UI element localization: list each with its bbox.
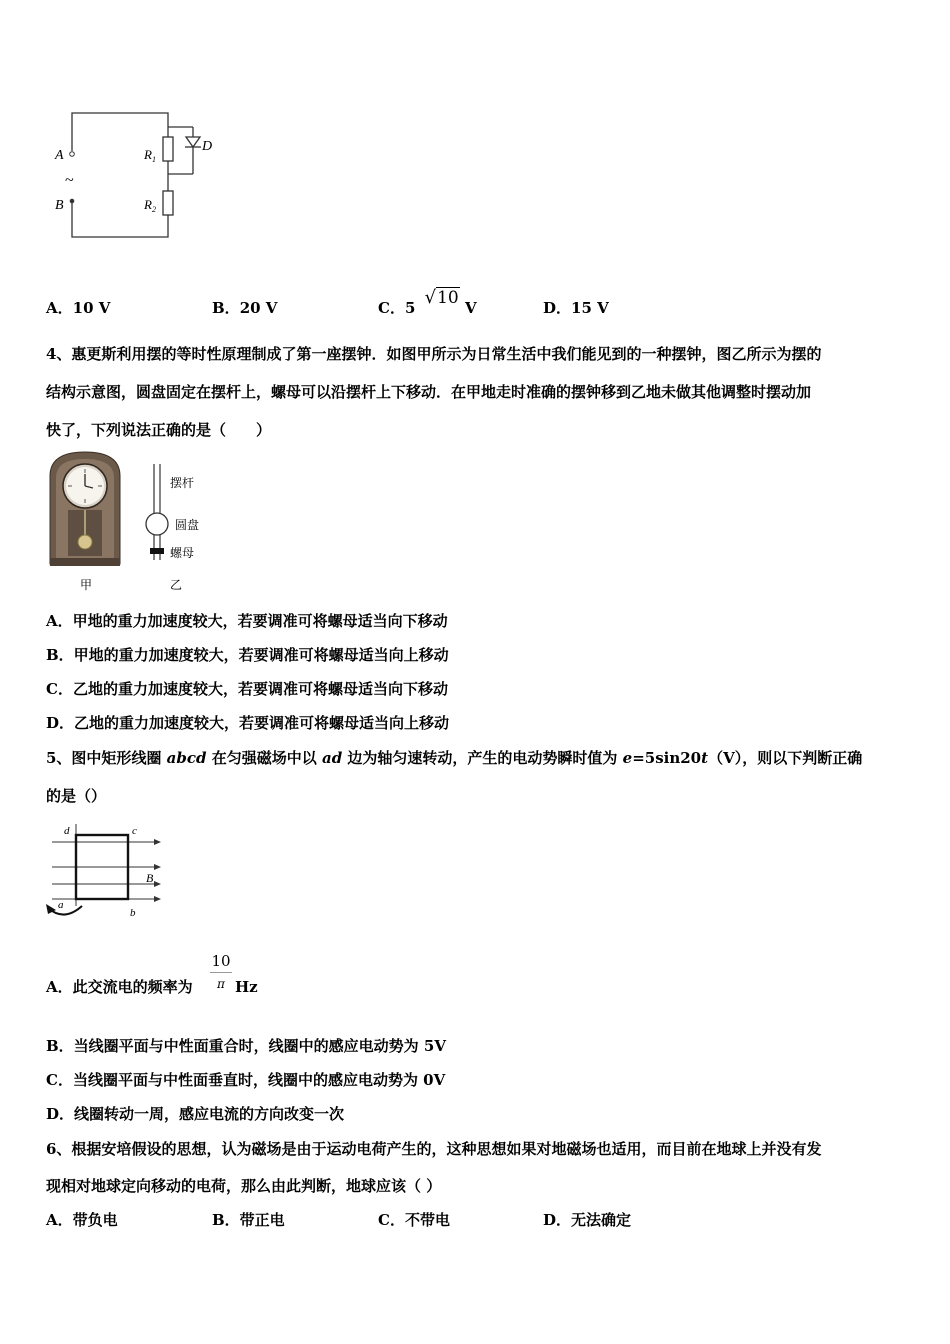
q4-option-c: C．乙地的重力加速度较大，若要调准可将螺母适当向下移动 [46, 680, 448, 698]
q3-option-a: A．10 V [46, 299, 111, 317]
rod-label: 摆杆 [170, 476, 195, 490]
q5-option-a: A．此交流电的频率为 [46, 978, 193, 996]
q6-question-line2: 现相对地球定向移动的电荷，那么由此判断，地球应该（ ） [46, 1177, 442, 1195]
r2-label: $R_2$ [144, 197, 156, 214]
q5-option-a-unit: Hz [235, 978, 258, 996]
q4-option-d: D．乙地的重力加速度较大，若要调准可将螺母适当向上移动 [46, 714, 450, 732]
q5-question-line1: 5、图中矩形线圈 abcd 在匀强磁场中以 ad 边为轴匀速转动，产生的电动势瞬时值为 e=5sin20t（V），则以下判断正确 [46, 749, 863, 767]
rotating-coil-diagram [44, 822, 169, 922]
ac-source-symbol: ~ [65, 172, 74, 189]
figure-yi-caption: 乙 [170, 578, 183, 592]
frequency-fraction: 10 π [211, 952, 231, 991]
terminal-b-label: B [55, 198, 64, 213]
circuit-diagram [50, 105, 230, 245]
q3-option-c: C．5 √10 V [378, 287, 477, 317]
q6-option-c: C．不带电 [378, 1211, 450, 1229]
diode-label: D [202, 139, 213, 154]
q6-option-a: A．带负电 [46, 1211, 118, 1229]
q4-question-line3: 快了，下列说法正确的是（ ） [46, 421, 272, 439]
corner-b-label: b [130, 907, 136, 919]
q4-question-line1: 4、惠更斯利用摆的等时性原理制成了第一座摆钟．如图甲所示为日常生活中我们能见到的一种摆钟，图乙所示为摆的 [46, 345, 822, 363]
corner-c-label: c [132, 825, 137, 837]
corner-d-label: d [64, 825, 70, 837]
r1-label: $R_1$ [144, 147, 156, 164]
pendulum-clock-image [46, 450, 124, 568]
q5-question-line2: 的是（） [46, 787, 107, 805]
q6-question-line1: 6、根据安培假设的思想，认为磁场是由于运动电荷产生的，这种思想如果对地磁场也适用，而目前在地球上并没有发 [46, 1140, 822, 1158]
q3-option-d: D．15 V [543, 299, 609, 317]
q6-option-b: B．带正电 [212, 1211, 285, 1229]
q5-option-c: C．当线圈平面与中性面垂直时，线圈中的感应电动势为 0V [46, 1071, 446, 1089]
q6-option-d: D．无法确定 [543, 1211, 632, 1229]
field-b-label: B [146, 871, 154, 885]
q4-option-a: A．甲地的重力加速度较大，若要调准可将螺母适当向下移动 [46, 612, 448, 630]
corner-a-label: a [58, 899, 64, 911]
disk-label: 圆盘 [175, 518, 200, 532]
q4-option-b: B．甲地的重力加速度较大，若要调准可将螺母适当向上移动 [46, 646, 449, 664]
terminal-a-label: A [55, 148, 64, 163]
figure-jia-caption: 甲 [80, 578, 93, 592]
nut-label: 螺母 [170, 546, 195, 560]
q5-option-d: D．线圈转动一周，感应电流的方向改变一次 [46, 1105, 345, 1123]
q5-option-b: B．当线圈平面与中性面重合时，线圈中的感应电动势为 5V [46, 1037, 446, 1055]
q4-question-line2: 结构示意图，圆盘固定在摆杆上，螺母可以沿摆杆上下移动．在甲地走时准确的摆钟移到乙地未做其他调整时摆动加 [46, 383, 812, 401]
q3-option-b: B．20 V [212, 299, 278, 317]
